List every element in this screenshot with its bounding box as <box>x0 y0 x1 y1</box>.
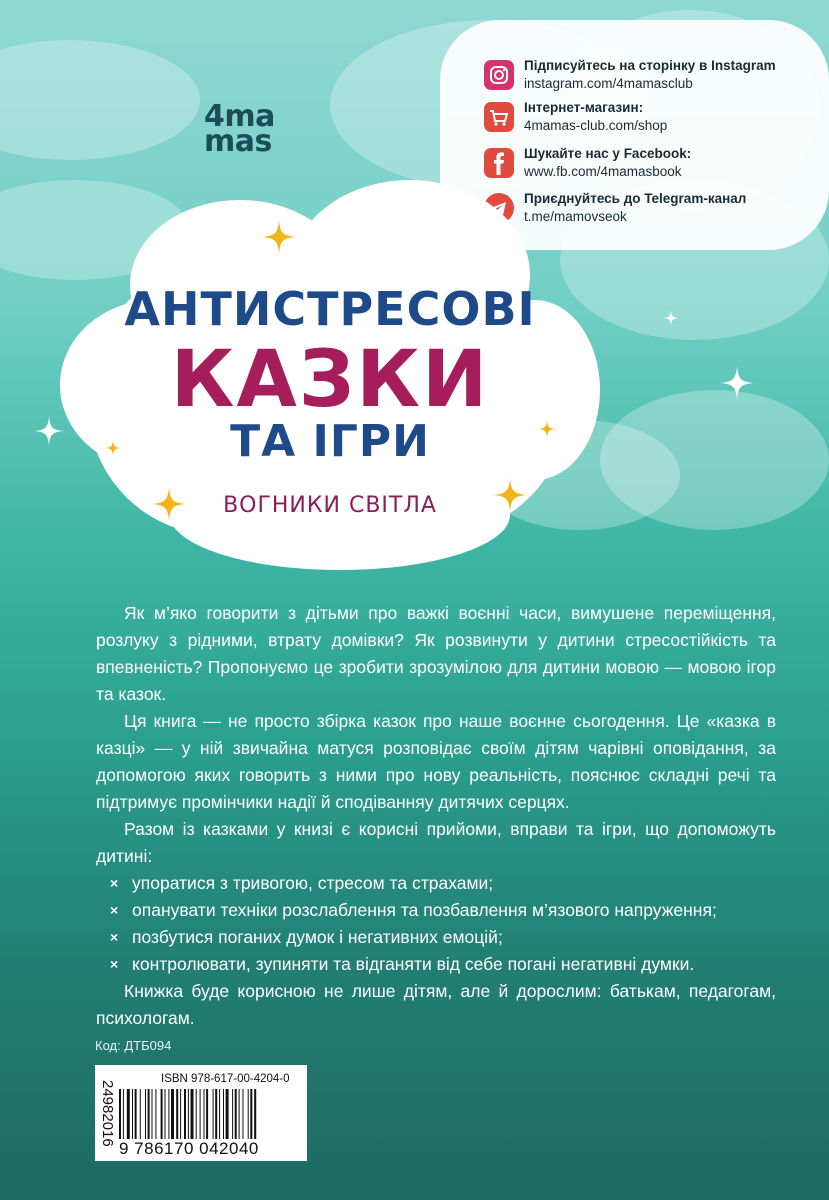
social-title: Підписуйтесь на сторінку в Instagram <box>524 58 776 73</box>
description-paragraph: Ця книга — не просто збірка казок про наше воєнне сьогодення. Це «казка в казці» — у ній звичайна матуся розповідає своїм дітям чарівні оповідання, за допомогою яких говорить з ними про нову реальність, пояснює складні речі та підтримує промінчики надії й сподіванняу дитячих серцях. <box>96 711 776 812</box>
star-icon <box>720 366 754 400</box>
social-telegram[interactable] <box>484 191 804 231</box>
book-title-line2: КАЗКИ <box>170 335 490 425</box>
social-link[interactable]: t.me/mamovseok <box>524 209 627 224</box>
star-icon <box>663 310 679 326</box>
list-item: × позбутися поганих думок і негативних емоцій; <box>132 924 776 951</box>
cross-bullet-icon: × <box>110 902 119 918</box>
social-link[interactable]: www.fb.com/4mamasbook <box>524 164 682 179</box>
publisher-logo: 4ma mas <box>204 99 275 159</box>
barcode-number: 9 786170 042040 <box>119 1139 259 1158</box>
star-icon <box>262 220 296 254</box>
social-instagram[interactable] <box>484 58 804 98</box>
social-link[interactable]: 4mamas-club.com/shop <box>524 118 668 133</box>
isbn-label: ISBN 978-617-00-4204-0 <box>161 1073 290 1085</box>
book-title-line3: ТА ІГРИ <box>230 416 430 467</box>
cross-bullet-icon: × <box>110 956 119 972</box>
instagram-icon <box>484 60 514 90</box>
list-item: × контролювати, зупиняти та відганяти від себе погані негативні думки. <box>132 951 776 978</box>
barcode <box>95 1065 307 1161</box>
social-link[interactable]: instagram.com/4mamasclub <box>524 76 693 91</box>
product-code: Код: ДТБ094 <box>95 1038 172 1053</box>
description-paragraph: Разом із казками у книзі є корисні прийоми, вправи та ігри, що допоможуть дитині: <box>96 819 776 866</box>
benefits-list <box>96 870 776 978</box>
barcode-bars <box>119 1089 301 1139</box>
book-description <box>96 600 776 1032</box>
star-icon <box>105 440 121 456</box>
social-facebook[interactable] <box>484 146 804 186</box>
description-paragraph: Як м’яко говорити з дітьми про важкі воєнні часи, вимушене переміщення, розлуку з рідними, втрату домівки? Як розвинути у дитини стресостійкість та впевненість? Пропонуємо це зробити зрозумілою для дитини мовою — мовою ігор та казок. <box>96 603 776 704</box>
social-shop[interactable] <box>484 100 804 140</box>
social-title: Інтернет-магазин: <box>524 100 644 115</box>
star-icon <box>538 420 556 438</box>
description-paragraph: Книжка буде корисною не лише дітям, але й дорослим: батькам, педагогам, психологам. <box>96 981 776 1028</box>
list-item: × упоратися з тривогою, стресом та страхами; <box>132 870 776 897</box>
cross-bullet-icon: × <box>110 875 119 891</box>
book-title-line1: АНТИСТРЕСОВІ <box>124 282 536 336</box>
social-title: Шукайте нас у Facebook: <box>524 146 692 161</box>
list-item: × опанувати техніки розслаблення та позбавлення м’язового напруження; <box>132 897 776 924</box>
social-title: Приєднуйтесь до Telegram-канал <box>524 191 747 206</box>
star-icon <box>34 416 64 446</box>
shopping-cart-icon <box>484 102 514 132</box>
facebook-icon <box>484 148 514 178</box>
book-subtitle: ВОГНИКИ СВІТЛА <box>223 493 437 518</box>
barcode-side-number: 24982016 <box>99 1079 116 1147</box>
cross-bullet-icon: × <box>110 929 119 945</box>
